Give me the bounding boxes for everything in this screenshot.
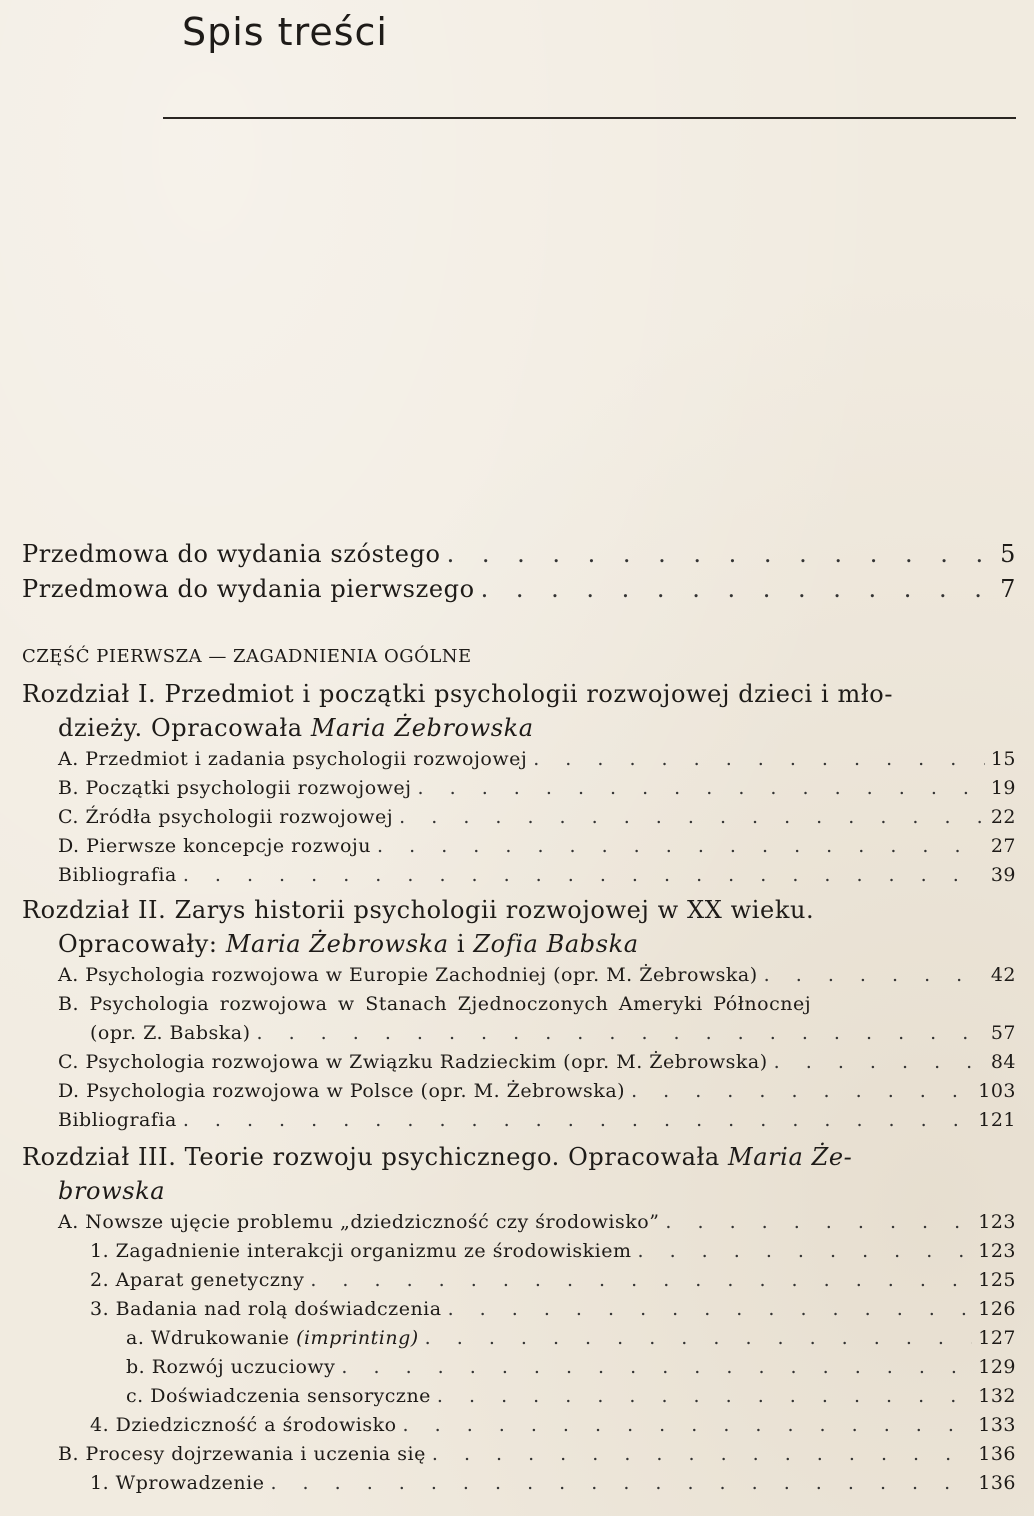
leader-dots — [481, 575, 986, 603]
leader-dots — [448, 1298, 973, 1320]
conjunction: i — [448, 930, 474, 958]
toc-subsubentry[interactable] — [126, 1385, 1016, 1407]
toc-entry[interactable] — [58, 1211, 1016, 1233]
part-heading: CZĘŚĆ PIERWSZA — ZAGADNIENIA OGÓLNE — [22, 646, 472, 667]
toc-entry-page: 57 — [990, 1022, 1016, 1044]
leader-dots — [665, 1211, 972, 1233]
toc-entry-label: B. Początki psychologii rozwojowej — [58, 777, 412, 799]
leader-dots — [425, 1327, 973, 1349]
toc-entry-label: Przedmowa do wydania szóstego — [22, 540, 441, 568]
toc-entry-page: 133 — [978, 1414, 1016, 1436]
leader-dots — [638, 1240, 973, 1262]
toc-entry-label: 4. Dziedziczność a środowisko — [90, 1414, 397, 1436]
toc-entry-page: 136 — [978, 1472, 1016, 1494]
toc-entry-page: 19 — [990, 777, 1016, 799]
toc-subentry[interactable] — [90, 1472, 1016, 1494]
page-title: Spis treści — [182, 10, 388, 54]
toc-entry-label: A. Nowsze ujęcie problemu „dziedziczność czy środowisko” — [58, 1211, 660, 1233]
leader-dots — [774, 1051, 985, 1073]
leader-dots — [183, 864, 985, 886]
toc-entry-page: 132 — [978, 1385, 1016, 1407]
toc-entry-label: C. Źródła psychologii rozwojowej — [58, 806, 394, 828]
toc-entry-label: a. Wdrukowanie (imprinting) — [126, 1327, 419, 1349]
leader-dots — [533, 748, 985, 770]
toc-entry-label: D. Pierwsze koncepcje rozwoju — [58, 835, 372, 857]
chapter-title-text: Rozdział III. Teorie rozwoju psychicznego. Opracowała — [22, 1143, 729, 1171]
chapter-title-text: dzieży. Opracowała — [58, 714, 311, 742]
toc-entry-label: c. Doświadczenia sensoryczne — [126, 1385, 431, 1407]
toc-entry-page: 39 — [990, 864, 1016, 886]
leader-dots — [437, 1385, 972, 1407]
toc-entry[interactable] — [58, 1051, 1016, 1073]
toc-entry-label: 2. Aparat genetyczny — [90, 1269, 305, 1291]
toc-entry-label: Bibliografia — [58, 1109, 177, 1131]
chapter-1-title[interactable] — [22, 680, 893, 708]
toc-entry-page: 22 — [990, 806, 1016, 828]
toc-entry-page: 129 — [978, 1356, 1016, 1378]
toc-entry-page: 15 — [990, 748, 1016, 770]
leader-dots — [341, 1356, 972, 1378]
toc-entry-label: B. Procesy dojrzewania i uczenia się — [58, 1443, 426, 1465]
leader-dots — [257, 1022, 985, 1044]
toc-entry[interactable] — [58, 777, 1016, 799]
chapter-1-title-cont — [58, 714, 534, 742]
toc-entry-page: 27 — [990, 835, 1016, 857]
chapter-title-text: Rozdział II. Zarys historii psychologii rozwojowej w XX wieku. — [22, 896, 815, 924]
toc-entry-page: 103 — [978, 1080, 1016, 1102]
leader-dots — [631, 1080, 972, 1102]
leader-dots — [764, 964, 985, 986]
toc-entry[interactable] — [58, 806, 1016, 828]
toc-entry-label: 3. Badania nad rolą doświadczenia — [90, 1298, 442, 1320]
leader-dots — [270, 1472, 972, 1494]
toc-entry-page: 125 — [978, 1269, 1016, 1291]
toc-subentry[interactable] — [90, 1240, 1016, 1262]
toc-subentry[interactable] — [90, 1414, 1016, 1436]
toc-entry-label: Przedmowa do wydania pierwszego — [22, 575, 475, 603]
chapter-2-title[interactable] — [22, 896, 814, 924]
toc-entry-label: Bibliografia — [58, 864, 177, 886]
toc-entry[interactable] — [58, 835, 1016, 857]
leader-dots — [399, 806, 985, 828]
toc-entry-page: 84 — [990, 1051, 1016, 1073]
author-name: browska — [58, 1177, 166, 1205]
toc-entry-page: 5 — [1000, 540, 1016, 568]
author-name: Maria Żebrowska — [225, 930, 449, 958]
toc-subsubentry[interactable] — [126, 1356, 1016, 1378]
toc-entry-page: 136 — [978, 1443, 1016, 1465]
chapter-title-text: Opracowały: — [58, 930, 226, 958]
toc-entry-label: A. Przedmiot i zadania psychologii rozwojowej — [58, 748, 528, 770]
toc-entry-preface-1[interactable] — [22, 575, 1016, 603]
toc-entry-wrapped[interactable] — [58, 993, 811, 1015]
author-name: Maria Żebrowska — [310, 714, 534, 742]
italic-term: (imprinting) — [296, 1327, 419, 1349]
author-name: Zofia Babska — [473, 930, 639, 958]
chapter-3-title-cont — [58, 1177, 165, 1205]
toc-entry-label: D. Psychologia rozwojowa w Polsce (opr. M. Żebrowska) — [58, 1080, 626, 1102]
leader-dots — [447, 540, 986, 568]
toc-entry-label: 1. Zagadnienie interakcji organizmu ze środowiskiem — [90, 1240, 632, 1262]
toc-entry-bibliography[interactable] — [58, 864, 1016, 886]
toc-entry-label: B. Psychologia rozwojowa w Stanach Zjednoczonych Ameryki Północnej — [58, 993, 812, 1015]
leader-dots — [377, 835, 985, 857]
chapter-title-text: Rozdział I. Przedmiot i początki psychologii rozwojowej dzieci i mło- — [22, 680, 894, 708]
toc-entry-bibliography[interactable] — [58, 1109, 1016, 1131]
toc-entry-preface-6[interactable] — [22, 540, 1016, 568]
toc-entry-page: 42 — [990, 964, 1016, 986]
toc-entry-label: 1. Wprowadzenie — [90, 1472, 265, 1494]
toc-subentry[interactable] — [90, 1269, 1016, 1291]
leader-dots — [183, 1109, 972, 1131]
toc-entry[interactable] — [58, 964, 1016, 986]
toc-entry-label: C. Psychologia rozwojowa w Związku Radzieckim (opr. M. Żebrowska) — [58, 1051, 768, 1073]
toc-entry-page: 123 — [978, 1240, 1016, 1262]
leader-dots — [310, 1269, 972, 1291]
leader-dots — [403, 1414, 973, 1436]
toc-entry-page: 121 — [978, 1109, 1016, 1131]
leader-dots — [418, 777, 985, 799]
toc-subentry[interactable] — [90, 1298, 1016, 1320]
title-rule — [163, 117, 1016, 119]
toc-entry-page: 7 — [1000, 575, 1016, 603]
toc-subsubentry[interactable] — [126, 1327, 1016, 1349]
toc-entry[interactable] — [58, 1080, 1016, 1102]
toc-entry-page: 123 — [978, 1211, 1016, 1233]
chapter-3-title[interactable] — [22, 1143, 852, 1171]
toc-entry-label: (opr. Z. Babska) — [90, 1022, 251, 1044]
toc-entry[interactable] — [58, 1443, 1016, 1465]
leader-dots — [432, 1443, 972, 1465]
toc-entry-label: A. Psychologia rozwojowa w Europie Zachodniej (opr. M. Żebrowska) — [58, 964, 758, 986]
toc-entry-label: b. Rozwój uczuciowy — [126, 1356, 336, 1378]
toc-entry-page: 127 — [978, 1327, 1016, 1349]
chapter-2-title-cont — [58, 930, 639, 958]
toc-entry-page: 126 — [978, 1298, 1016, 1320]
toc-entry[interactable] — [58, 748, 1016, 770]
author-name: Maria Że- — [728, 1143, 853, 1171]
toc-entry-cont[interactable] — [90, 1022, 1016, 1044]
